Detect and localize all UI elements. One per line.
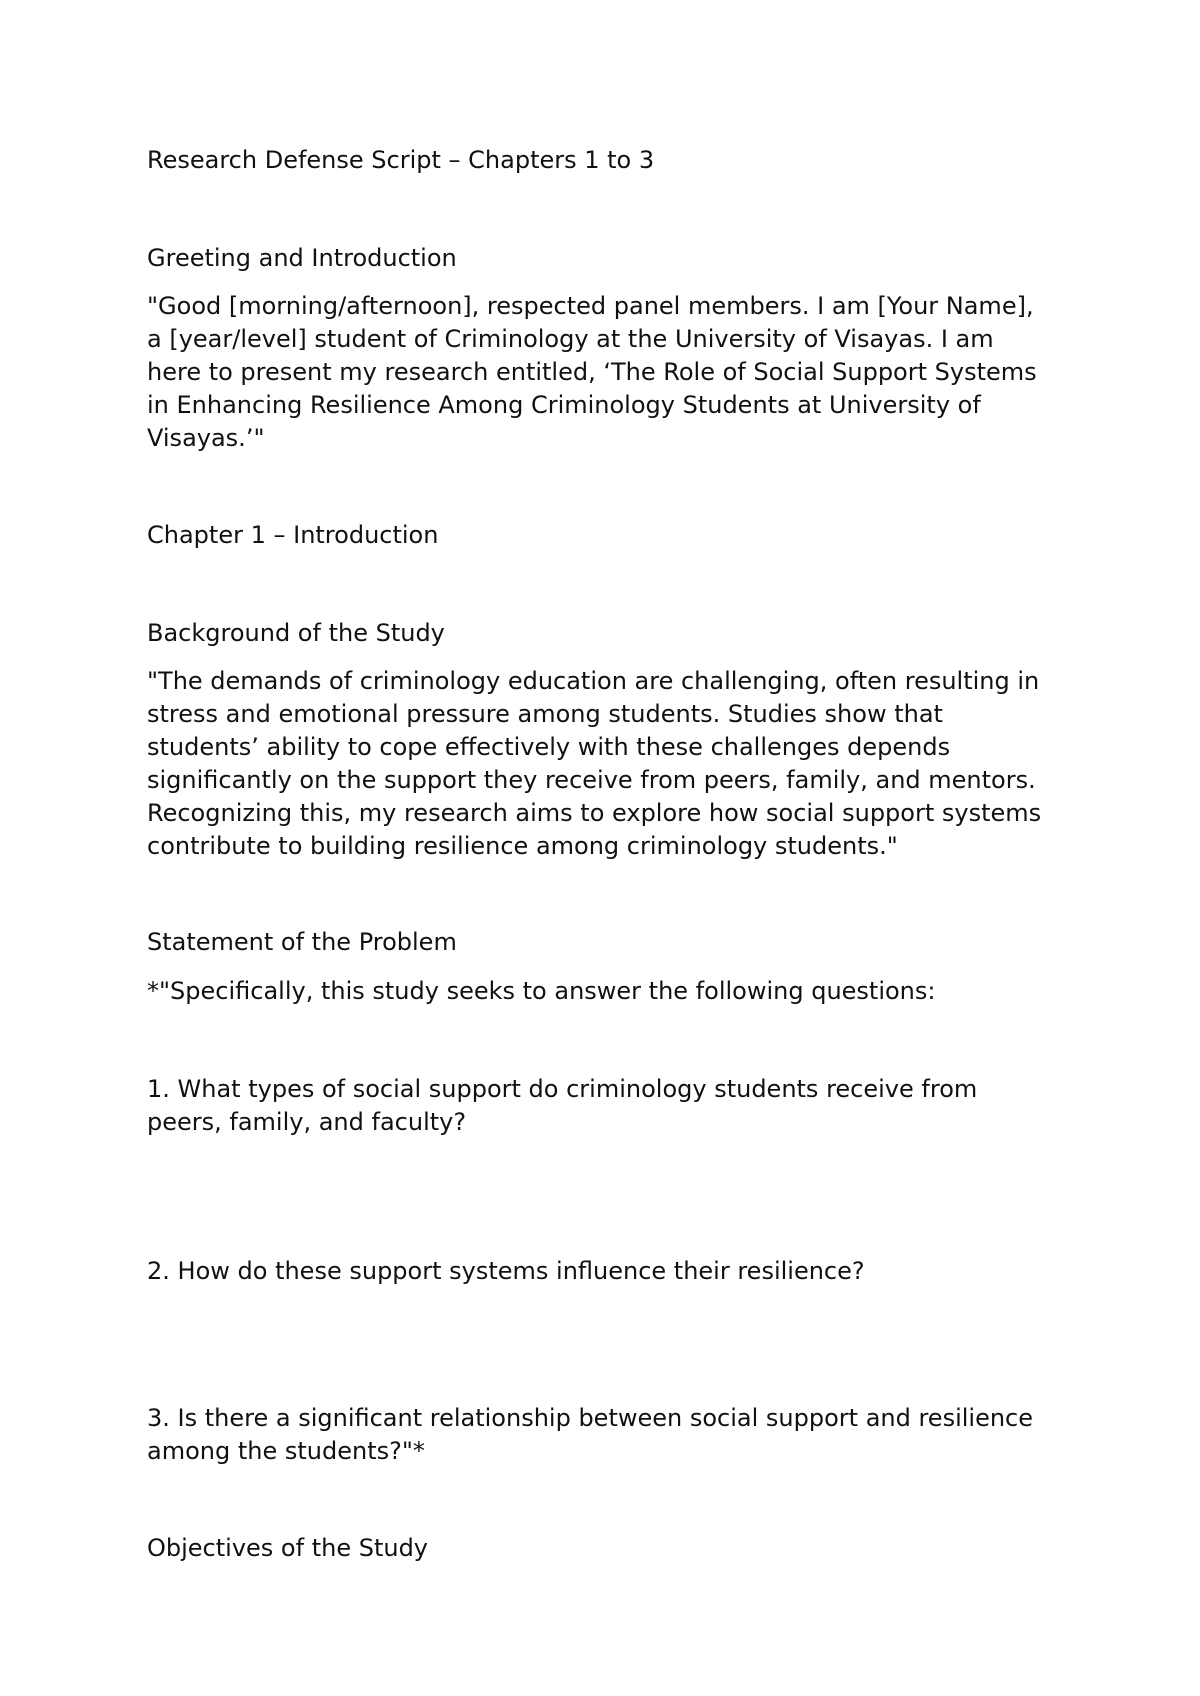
objectives-heading: Objectives of the Study (147, 1534, 429, 1562)
question-1-line: peers, family, and faculty? (147, 1108, 467, 1136)
question-1 (147, 1073, 1067, 1139)
background-line: Recognizing this, my research aims to explore how social support systems (147, 799, 1042, 827)
question-2: 2. How do these support systems influence their resilience? (147, 1257, 865, 1285)
problem-intro: *"Specifically, this study seeks to answer the following questions: (147, 977, 936, 1005)
background-line: "The demands of criminology education are challenging, often resulting in (147, 667, 1040, 695)
question-3-line: among the students?"* (147, 1437, 425, 1465)
greeting-paragraph (147, 290, 1067, 455)
background-line: students’ ability to cope effectively with these challenges depends (147, 733, 951, 761)
greeting-line: "Good [morning/afternoon], respected panel members. I am [Your Name], (147, 292, 1034, 320)
greeting-line: in Enhancing Resilience Among Criminology Students at University of (147, 391, 981, 419)
question-3-line: 3. Is there a significant relationship between social support and resilience (147, 1404, 1034, 1432)
question-3 (147, 1402, 1067, 1468)
problem-heading: Statement of the Problem (147, 928, 457, 956)
greeting-line: Visayas.’" (147, 424, 265, 452)
greeting-line: a [year/level] student of Criminology at the University of Visayas. I am (147, 325, 994, 353)
background-line: contribute to building resilience among criminology students." (147, 832, 898, 860)
greeting-heading: Greeting and Introduction (147, 244, 457, 272)
background-heading: Background of the Study (147, 619, 445, 647)
document-title: Research Defense Script – Chapters 1 to 3 (147, 146, 655, 174)
greeting-line: here to present my research entitled, ‘The Role of Social Support Systems (147, 358, 1037, 386)
chapter1-heading: Chapter 1 – Introduction (147, 521, 439, 549)
background-line: stress and emotional pressure among students. Studies show that (147, 700, 943, 728)
question-1-line: 1. What types of social support do criminology students receive from (147, 1075, 978, 1103)
background-line: significantly on the support they receive from peers, family, and mentors. (147, 766, 1036, 794)
background-paragraph (147, 665, 1067, 863)
